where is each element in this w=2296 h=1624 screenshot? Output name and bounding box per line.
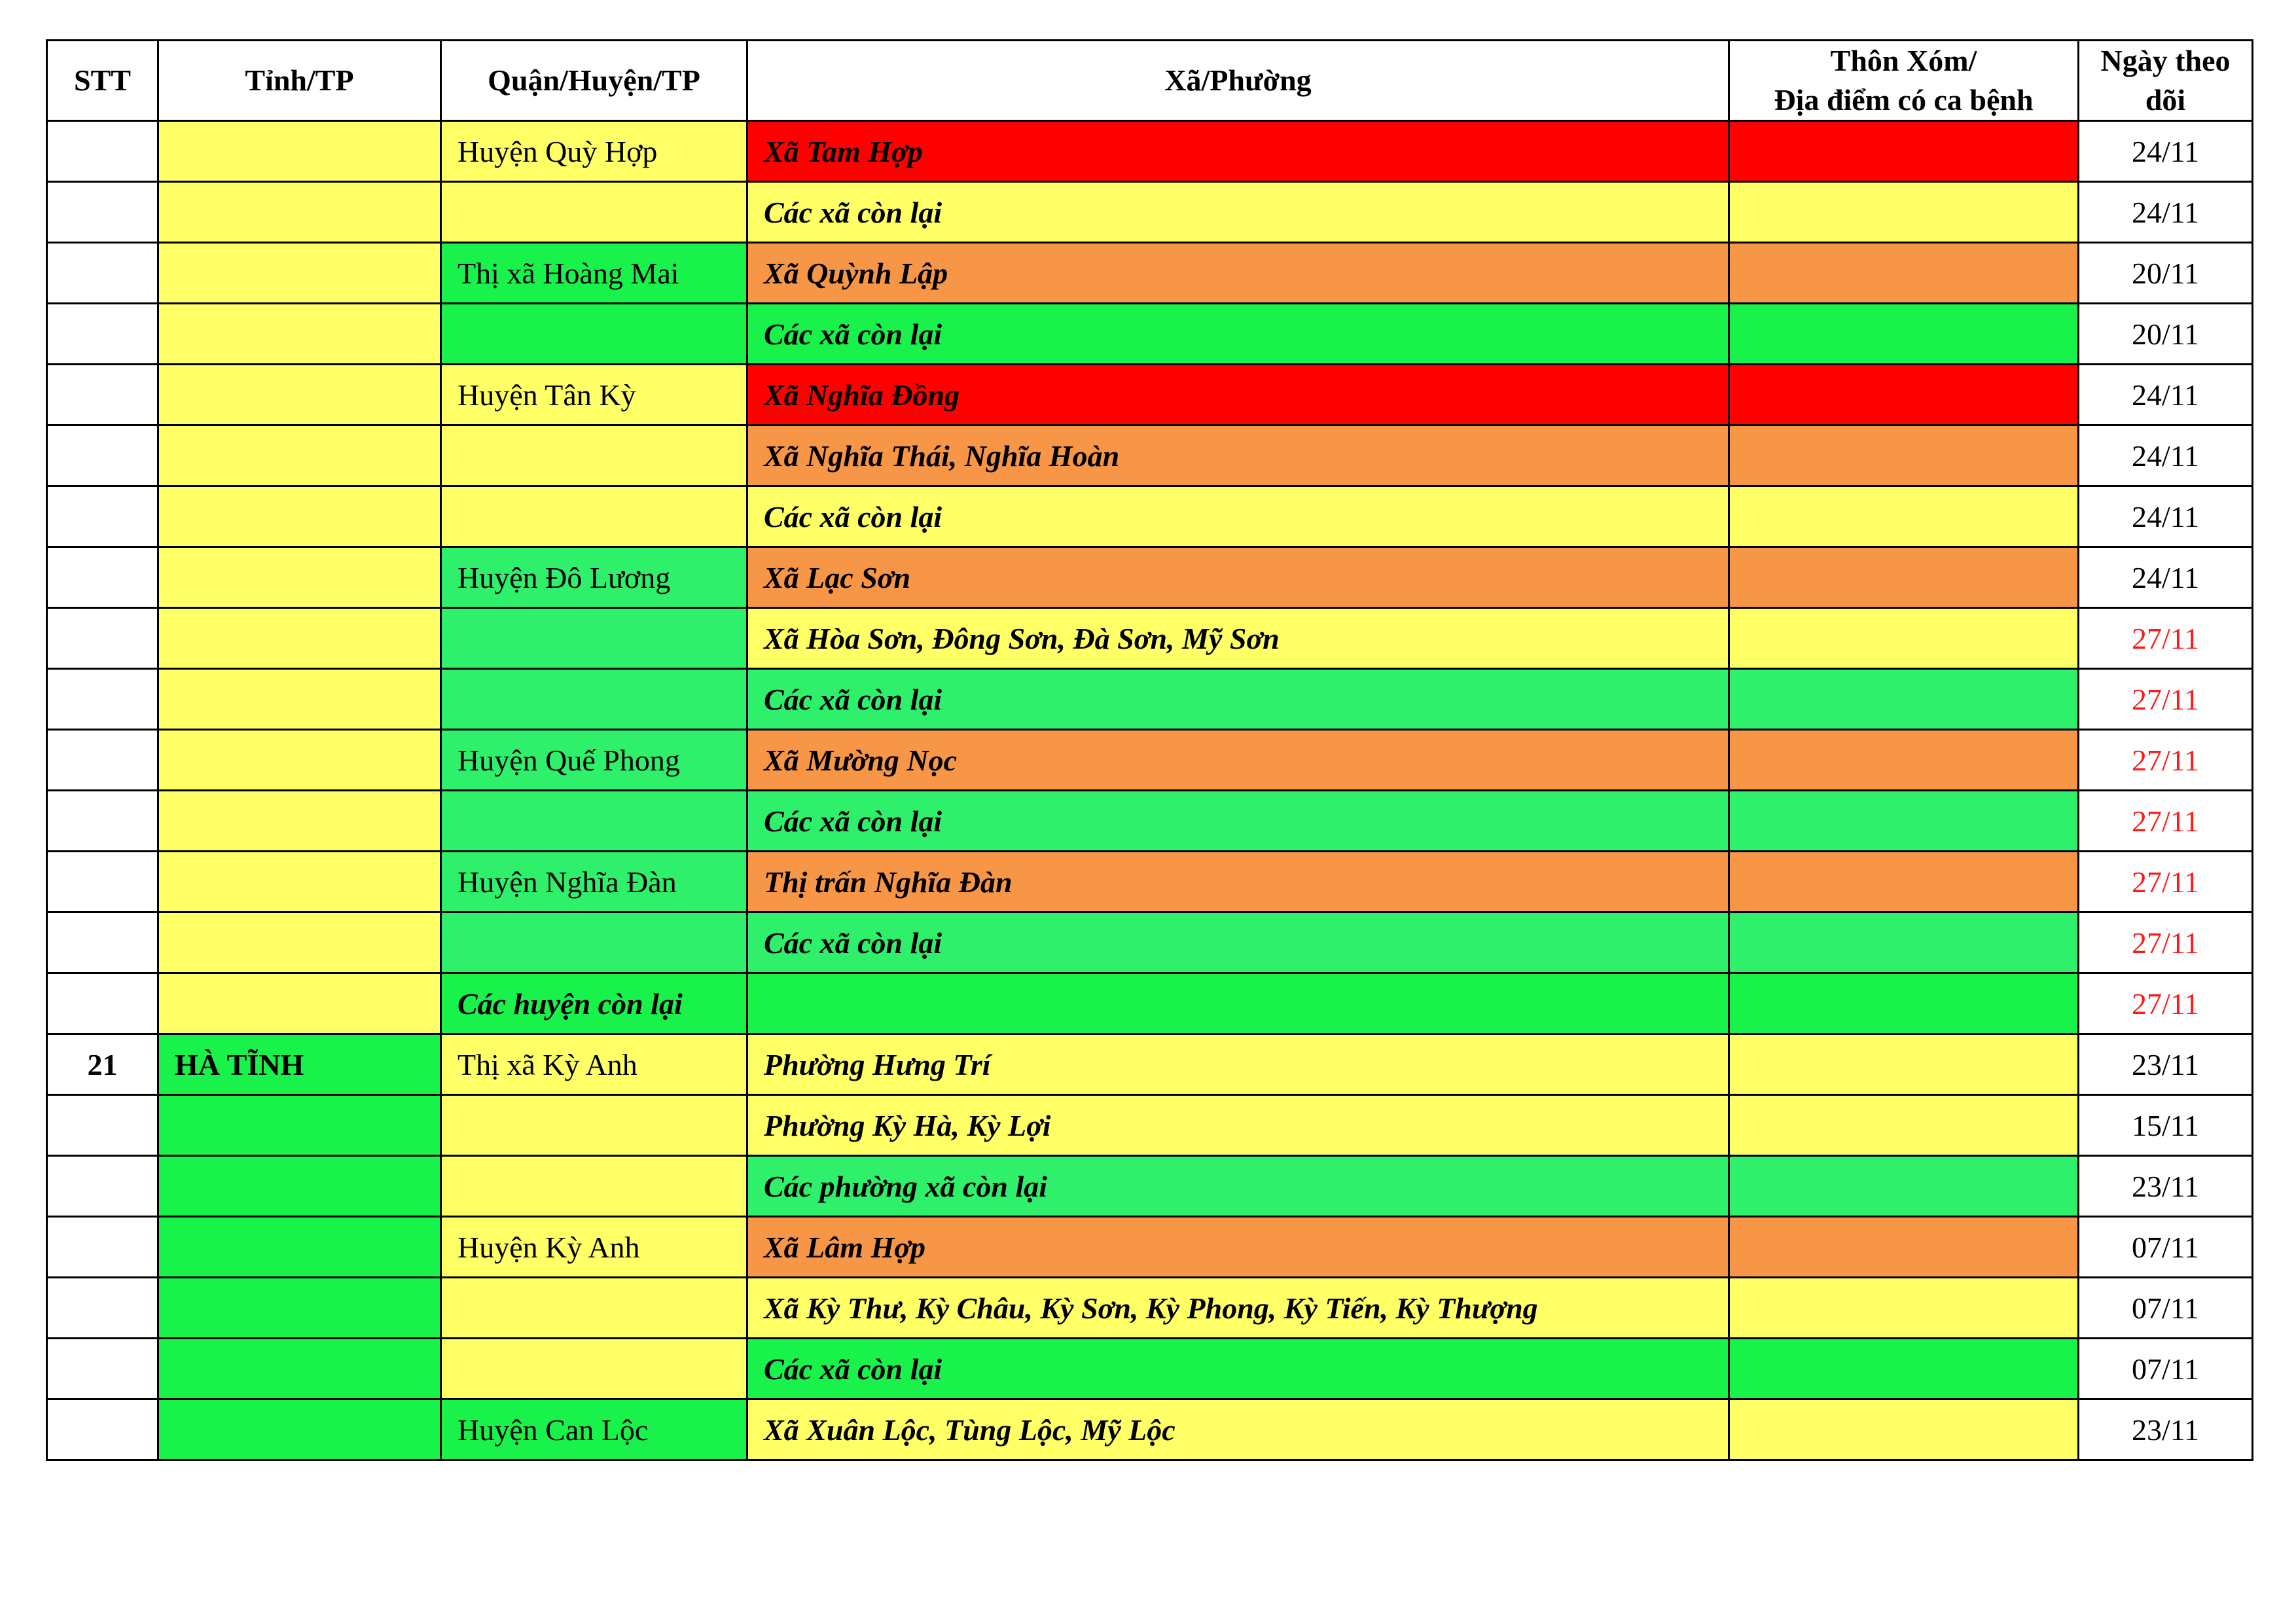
cell-location: [1729, 486, 2079, 547]
cell-province: [158, 852, 441, 912]
cell-location: [1729, 852, 2079, 912]
cell-stt: [47, 852, 158, 912]
cell-district: Thị xã Hoàng Mai: [441, 243, 747, 304]
cell-ward: Xã Lâm Hợp: [747, 1217, 1729, 1278]
cell-district: Huyện Quỳ Hợp: [441, 121, 747, 182]
table-row: [47, 1156, 2253, 1217]
cell-province: [158, 1339, 441, 1399]
cell-ward: Các phường xã còn lại: [747, 1156, 1729, 1217]
cell-location: [1729, 1095, 2079, 1156]
cell-province: [158, 730, 441, 791]
cell-stt: [47, 243, 158, 304]
cell-province: [158, 243, 441, 304]
cell-location: [1729, 730, 2079, 791]
cell-date: 23/11: [2079, 1399, 2253, 1460]
table-row: [47, 182, 2253, 243]
table-row: [47, 852, 2253, 912]
cell-stt: [47, 730, 158, 791]
cell-date: 24/11: [2079, 182, 2253, 243]
cell-date: 27/11: [2079, 669, 2253, 730]
cell-district: [441, 669, 747, 730]
table-row: [47, 730, 2253, 791]
cell-date: 07/11: [2079, 1217, 2253, 1278]
table-row: [47, 547, 2253, 608]
cell-stt: [47, 1278, 158, 1339]
cell-province: [158, 608, 441, 669]
cell-ward: Xã Lạc Sơn: [747, 547, 1729, 608]
cell-district: Huyện Nghĩa Đàn: [441, 852, 747, 912]
cell-location: [1729, 1217, 2079, 1278]
table-body: [47, 121, 2253, 1460]
cell-ward: Xã Nghĩa Đồng: [747, 365, 1729, 425]
cell-ward: Xã Mường Nọc: [747, 730, 1729, 791]
cell-ward: Các xã còn lại: [747, 669, 1729, 730]
cell-province: [158, 1399, 441, 1460]
cell-stt: [47, 791, 158, 852]
cell-stt: 21: [47, 1034, 158, 1095]
cell-stt: [47, 1339, 158, 1399]
cell-province: HÀ TĨNH: [158, 1034, 441, 1095]
cell-location: [1729, 304, 2079, 365]
table-row: [47, 1339, 2253, 1399]
cell-stt: [47, 365, 158, 425]
cell-date: 20/11: [2079, 243, 2253, 304]
cell-date: 27/11: [2079, 852, 2253, 912]
cell-district: Huyện Kỳ Anh: [441, 1217, 747, 1278]
cell-province: [158, 669, 441, 730]
cell-date: 27/11: [2079, 791, 2253, 852]
cell-date: 07/11: [2079, 1278, 2253, 1339]
cell-location: [1729, 182, 2079, 243]
cell-stt: [47, 1217, 158, 1278]
table-row: [47, 791, 2253, 852]
table-row: [47, 425, 2253, 486]
cell-district: Thị xã Kỳ Anh: [441, 1034, 747, 1095]
cell-location: [1729, 608, 2079, 669]
cell-district: Huyện Can Lộc: [441, 1399, 747, 1460]
cell-stt: [47, 1156, 158, 1217]
cell-date: 24/11: [2079, 365, 2253, 425]
header-location-line1: Thôn Xóm/: [1830, 44, 1977, 77]
cell-location: [1729, 973, 2079, 1034]
cell-stt: [47, 669, 158, 730]
cell-ward: Xã Quỳnh Lập: [747, 243, 1729, 304]
cell-ward: Các xã còn lại: [747, 304, 1729, 365]
cell-district: [441, 1339, 747, 1399]
cell-ward: Thị trấn Nghĩa Đàn: [747, 852, 1729, 912]
cell-ward: Xã Hòa Sơn, Đông Sơn, Đà Sơn, Mỹ Sơn: [747, 608, 1729, 669]
cell-ward: Các xã còn lại: [747, 182, 1729, 243]
cell-province: [158, 182, 441, 243]
cell-district: Huyện Tân Kỳ: [441, 365, 747, 425]
cell-district: [441, 182, 747, 243]
cell-district: [441, 425, 747, 486]
cell-province: [158, 486, 441, 547]
cell-stt: [47, 1095, 158, 1156]
cell-province: [158, 121, 441, 182]
header-district: Quận/Huyện/TP: [441, 41, 747, 121]
table-row: [47, 912, 2253, 973]
cell-stt: [47, 425, 158, 486]
header-date-line1: Ngày theo: [2100, 44, 2231, 77]
cell-stt: [47, 973, 158, 1034]
cell-date: 27/11: [2079, 608, 2253, 669]
table-row: [47, 1399, 2253, 1460]
table-row: [47, 486, 2253, 547]
cell-district: Các huyện còn lại: [441, 973, 747, 1034]
cell-date: 27/11: [2079, 730, 2253, 791]
cell-district: Huyện Đô Lương: [441, 547, 747, 608]
cell-province: [158, 1095, 441, 1156]
header-location-line2: Địa điểm có ca bệnh: [1774, 83, 2034, 117]
cell-stt: [47, 608, 158, 669]
cell-district: [441, 486, 747, 547]
cell-ward: Xã Kỳ Thư, Kỳ Châu, Kỳ Sơn, Kỳ Phong, Kỳ Tiến, Kỳ Thượng: [747, 1278, 1729, 1339]
cell-province: [158, 1217, 441, 1278]
cell-location: [1729, 1278, 2079, 1339]
cell-province: [158, 425, 441, 486]
cell-district: [441, 791, 747, 852]
cell-location: [1729, 243, 2079, 304]
header-date: [2079, 41, 2253, 121]
cell-ward: Các xã còn lại: [747, 486, 1729, 547]
cell-date: 15/11: [2079, 1095, 2253, 1156]
cell-date: 07/11: [2079, 1339, 2253, 1399]
cell-location: [1729, 1034, 2079, 1095]
cell-date: 24/11: [2079, 547, 2253, 608]
table-row: [47, 365, 2253, 425]
cell-province: [158, 973, 441, 1034]
cell-location: [1729, 425, 2079, 486]
table-row: [47, 669, 2253, 730]
table-row: [47, 1278, 2253, 1339]
cell-province: [158, 547, 441, 608]
cell-stt: [47, 121, 158, 182]
table-row: [47, 1095, 2253, 1156]
cell-ward: Phường Kỳ Hà, Kỳ Lợi: [747, 1095, 1729, 1156]
cell-location: [1729, 365, 2079, 425]
cell-province: [158, 791, 441, 852]
cell-stt: [47, 1399, 158, 1460]
cell-date: 23/11: [2079, 1156, 2253, 1217]
cell-date: 24/11: [2079, 425, 2253, 486]
header-stt: STT: [47, 41, 158, 121]
cell-date: 27/11: [2079, 973, 2253, 1034]
header-province: Tỉnh/TP: [158, 41, 441, 121]
cell-district: [441, 304, 747, 365]
cell-stt: [47, 182, 158, 243]
cell-district: [441, 1156, 747, 1217]
cell-location: [1729, 547, 2079, 608]
table-row: [47, 1034, 2253, 1095]
cell-stt: [47, 304, 158, 365]
cell-date: 23/11: [2079, 1034, 2253, 1095]
header-row: [47, 41, 2253, 121]
cell-province: [158, 1156, 441, 1217]
cell-ward: Các xã còn lại: [747, 791, 1729, 852]
cell-province: [158, 304, 441, 365]
header-date-line2: dõi: [2145, 83, 2186, 117]
cell-location: [1729, 912, 2079, 973]
table-row: [47, 973, 2253, 1034]
cell-stt: [47, 547, 158, 608]
cell-stt: [47, 486, 158, 547]
cell-district: Huyện Quế Phong: [441, 730, 747, 791]
table-row: [47, 243, 2253, 304]
table-row: [47, 304, 2253, 365]
cell-province: [158, 912, 441, 973]
cell-date: 24/11: [2079, 121, 2253, 182]
cell-location: [1729, 669, 2079, 730]
header-ward: Xã/Phường: [747, 41, 1729, 121]
cell-location: [1729, 1156, 2079, 1217]
cell-date: 20/11: [2079, 304, 2253, 365]
covid-zone-table: [46, 39, 2253, 1461]
cell-ward: Các xã còn lại: [747, 1339, 1729, 1399]
cell-location: [1729, 1399, 2079, 1460]
cell-stt: [47, 912, 158, 973]
table-row: [47, 121, 2253, 182]
cell-location: [1729, 791, 2079, 852]
cell-province: [158, 1278, 441, 1339]
cell-location: [1729, 1339, 2079, 1399]
cell-ward: [747, 973, 1729, 1034]
cell-date: 24/11: [2079, 486, 2253, 547]
cell-location: [1729, 121, 2079, 182]
cell-district: [441, 1095, 747, 1156]
cell-district: [441, 912, 747, 973]
header-location: [1729, 41, 2079, 121]
cell-date: 27/11: [2079, 912, 2253, 973]
cell-ward: Xã Xuân Lộc, Tùng Lộc, Mỹ Lộc: [747, 1399, 1729, 1460]
cell-province: [158, 365, 441, 425]
cell-ward: Xã Tam Hợp: [747, 121, 1729, 182]
table-row: [47, 1217, 2253, 1278]
cell-district: [441, 1278, 747, 1339]
cell-ward: Xã Nghĩa Thái, Nghĩa Hoàn: [747, 425, 1729, 486]
cell-ward: Các xã còn lại: [747, 912, 1729, 973]
cell-district: [441, 608, 747, 669]
table-row: [47, 608, 2253, 669]
cell-ward: Phường Hưng Trí: [747, 1034, 1729, 1095]
